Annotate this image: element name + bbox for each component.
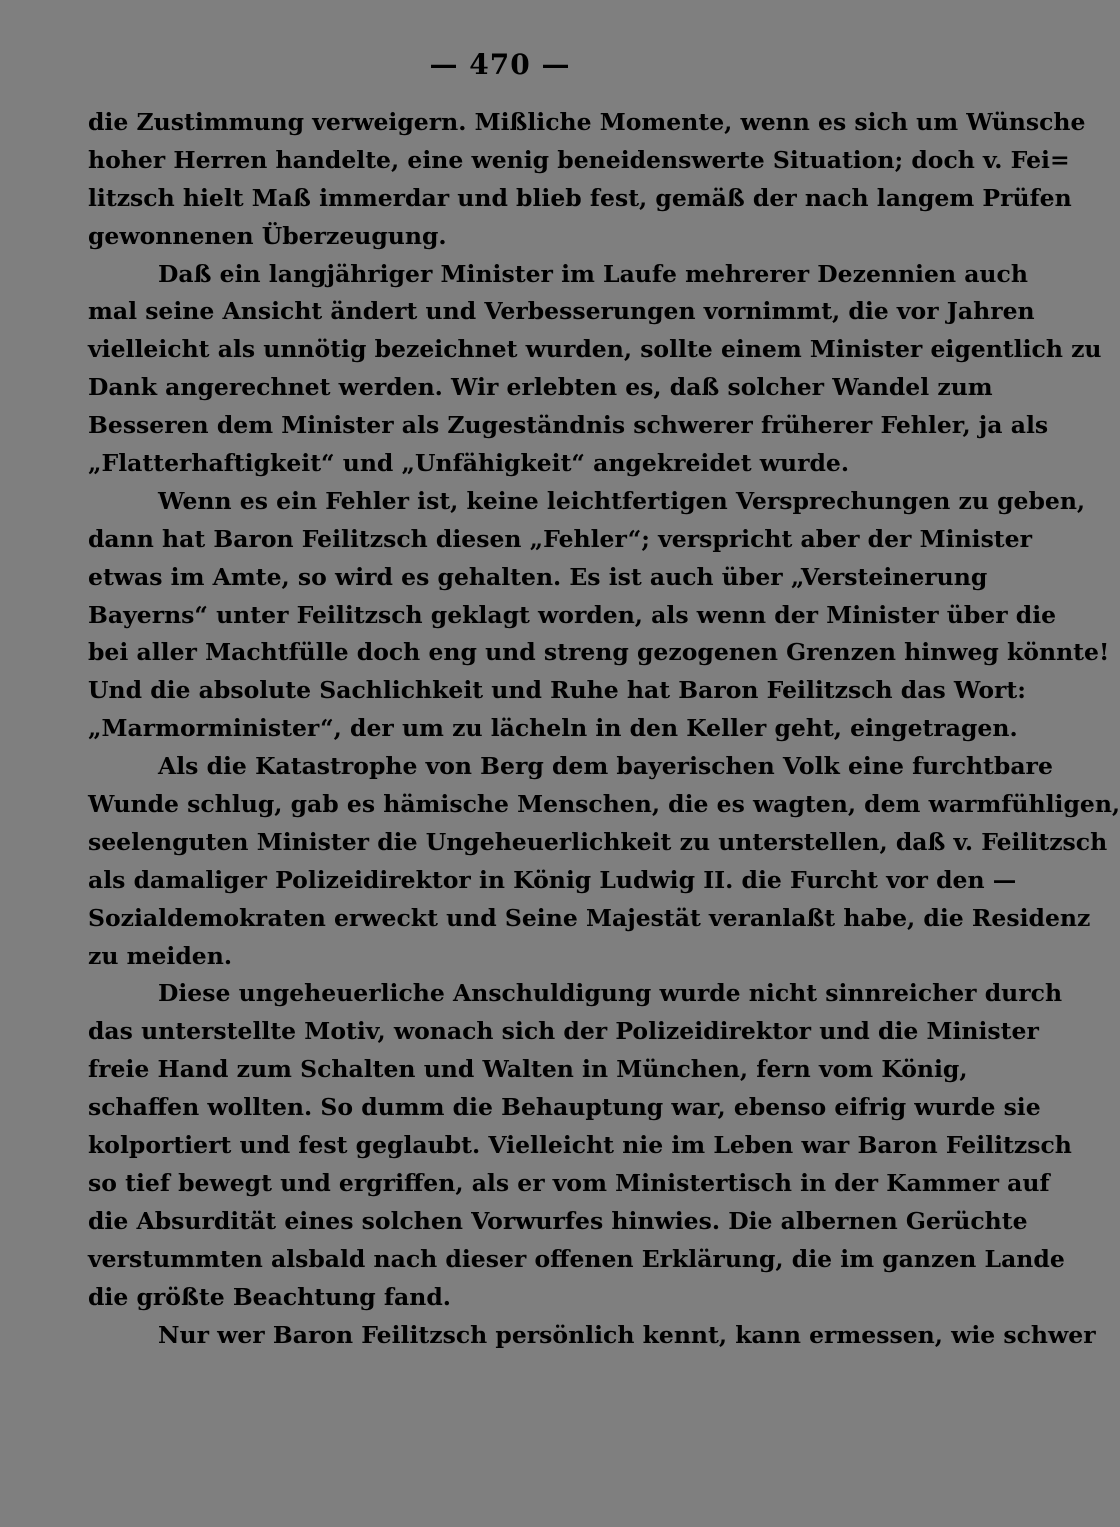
text-line: Als die Katastrophe von Berg dem bayerischen Volk eine furchtbare: [158, 752, 1053, 781]
text-line: bei aller Machtfülle doch eng und streng gezogenen Grenzen hinweg könnte!: [88, 638, 1110, 667]
text-line: „Marmorminister“, der um zu lächeln in den Keller geht, eingetragen.: [88, 714, 1018, 743]
text-line: verstummten alsbald nach dieser offenen Erklärung, die im ganzen Lande: [88, 1244, 1065, 1273]
text-line: Daß ein langjähriger Minister im Laufe mehrerer Dezennien auch: [158, 259, 1028, 288]
text-line: Sozialdemokraten erweckt und Seine Majestät veranlaßt habe, die Residenz: [88, 903, 1091, 932]
text-line: vielleicht als unnötig bezeichnet wurden, sollte einem Minister eigentlich zu: [88, 335, 1102, 364]
text-line: als damaliger Polizeidirektor in König Ludwig II. die Furcht vor den —: [88, 865, 1017, 894]
text-line: Wunde schlug, gab es hämische Menschen, die es wagten, dem warmfühligen,: [88, 790, 1120, 819]
text-line: litzsch hielt Maß immerdar und blieb fest, gemäß der nach langem Prüfen: [88, 183, 1072, 212]
text-line: Und die absolute Sachlichkeit und Ruhe hat Baron Feilitzsch das Wort:: [88, 676, 1026, 705]
text-line: zu meiden.: [88, 941, 233, 970]
body-text: [88, 104, 1120, 1354]
text-line: Dank angerechnet werden. Wir erlebten es, daß solcher Wandel zum: [88, 373, 993, 402]
text-line: die größte Beachtung fand.: [88, 1282, 451, 1311]
text-line: so tief bewegt und ergriffen, als er vom Ministertisch in der Kammer auf: [88, 1168, 1050, 1197]
paragraph: [88, 483, 1110, 748]
text-line: Diese ungeheuerliche Anschuldigung wurde nicht sinnreicher durch: [158, 979, 1063, 1008]
text-line: freie Hand zum Schalten und Walten in München, fern vom König,: [88, 1055, 968, 1084]
text-line: die Zustimmung verweigern. Mißliche Momente, wenn es sich um Wünsche: [88, 108, 1086, 136]
text-line: die Absurdität eines solchen Vorwurfes hinwies. Die albernen Gerüchte: [88, 1206, 1028, 1235]
text-line: schaffen wollten. So dumm die Behauptung war, ebenso eifrig wurde sie: [88, 1093, 1041, 1122]
paragraph: [88, 104, 1086, 256]
text-line: mal seine Ansicht ändert und Verbesserungen vornimmt, die vor Jahren: [88, 297, 1035, 326]
text-line: etwas im Amte, so wird es gehalten. Es ist auch über „Versteinerung: [88, 562, 988, 591]
text-line: Wenn es ein Fehler ist, keine leichtfertigen Versprechungen zu geben,: [158, 486, 1086, 515]
paragraph: [88, 975, 1072, 1316]
text-line: dann hat Baron Feilitzsch diesen „Fehler“; verspricht aber der Minister: [88, 524, 1032, 553]
page-number: — 470 —: [429, 48, 571, 81]
paragraph: [88, 1317, 1096, 1355]
text-line: gewonnenen Überzeugung.: [88, 221, 447, 250]
text-line: kolportiert und fest geglaubt. Vielleicht nie im Leben war Baron Feilitzsch: [88, 1131, 1072, 1160]
text-line: hoher Herren handelte, eine wenig beneidenswerte Situation; doch v. Fei=: [88, 145, 1070, 174]
text-line: Bayerns“ unter Feilitzsch geklagt worden, als wenn der Minister über die: [88, 600, 1057, 629]
text-line: Besseren dem Minister als Zugeständnis schwerer früherer Fehler, ja als: [88, 411, 1049, 440]
text-line: „Flatterhaftigkeit“ und „Unfähigkeit“ angekreidet wurde.: [88, 449, 850, 478]
paragraph: [88, 256, 1102, 483]
paragraph: [88, 748, 1120, 975]
text-line: das unterstellte Motiv, wonach sich der Polizeidirektor und die Minister: [88, 1017, 1039, 1046]
text-line: seelenguten Minister die Ungeheuerlichkeit zu unterstellen, daß v. Feilitzsch: [88, 827, 1108, 856]
text-line: Nur wer Baron Feilitzsch persönlich kennt, kann ermessen, wie schwer: [158, 1320, 1096, 1349]
